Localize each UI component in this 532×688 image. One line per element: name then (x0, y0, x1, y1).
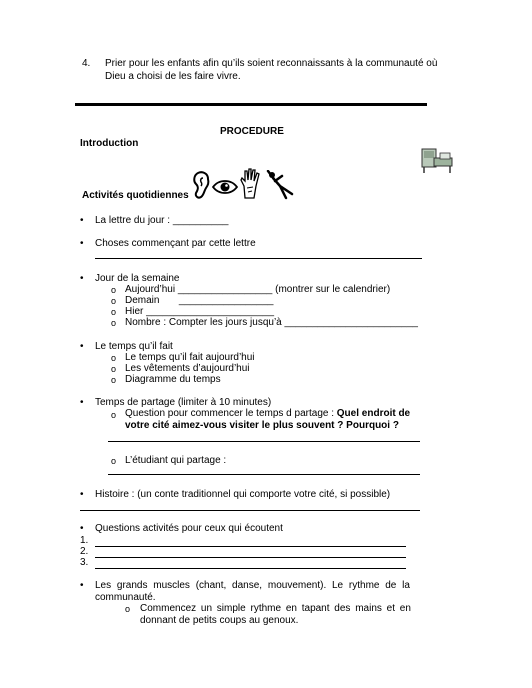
grands-muscles-line1: Les grands muscles (chant, danse, mouvement). Le rythme de la (95, 580, 410, 591)
bullet-marker: • (80, 489, 84, 500)
bullet-marker: • (80, 523, 84, 534)
sub-marker: o (111, 353, 117, 363)
section-divider (75, 103, 427, 106)
question-number-1: 1. (80, 535, 89, 546)
item4-line2: Dieu a choisi de les faire vivre. (105, 71, 241, 82)
item-number: 4. (82, 58, 91, 69)
answer-line (108, 474, 420, 475)
bullet-marker: • (80, 341, 84, 352)
temps-aujourdhui: Le temps qu’il fait aujourd’hui (125, 352, 255, 363)
introduction-heading: Introduction (80, 138, 139, 149)
aujourdhui: Aujourd’hui _________________ (montrer sur le calendrier) (125, 284, 391, 295)
rythme-line1: Commencez un simple rythme en tapant des mains et en (140, 603, 411, 614)
sub-marker: o (111, 410, 117, 420)
sub-marker: o (111, 307, 117, 317)
bullet-marker: • (80, 397, 84, 408)
answer-line (80, 510, 420, 511)
question-number-2: 2. (80, 546, 89, 557)
answer-line (108, 441, 420, 442)
choses-commencant: Choses commençant par cette lettre (95, 238, 256, 249)
hier: Hier _______________________ (125, 306, 275, 317)
sub-marker: o (111, 296, 117, 306)
reading-chair-icon (420, 146, 456, 174)
vetements: Les vêtements d’aujourd’hui (125, 363, 250, 374)
bullet-marker: • (80, 238, 84, 249)
partage-question-text: Question pour commencer le temps d partage : (125, 408, 337, 419)
activites-heading: Activités quotidiennes (82, 190, 189, 201)
eye-icon (212, 178, 238, 199)
answer-line (95, 568, 406, 569)
jour-semaine: Jour de la semaine (95, 273, 180, 284)
partage-question (125, 408, 410, 419)
sub-marker: o (111, 285, 117, 295)
demain: Demain _________________ (125, 295, 274, 306)
nombre: Nombre : Compter les jours jusqu’à ________________________ (125, 317, 418, 328)
hand-icon (239, 168, 261, 203)
sub-marker: o (125, 604, 131, 614)
temps-partage: Temps de partage (limiter à 10 minutes) (95, 397, 272, 408)
item4-line1: Prier pour les enfants afin qu’ils soient reconnaissants à la communauté où (105, 58, 438, 69)
partage-question-line2: votre cité aimez-vous visiter le plus souvent ? Pourquoi ? (125, 420, 399, 431)
procedure-heading: PROCEDURE (220, 126, 284, 137)
ear-icon (192, 170, 214, 203)
sub-marker: o (111, 375, 117, 385)
etudiant-qui-partage: L’étudiant qui partage : (125, 455, 227, 466)
answer-line (95, 546, 406, 547)
answer-line (95, 557, 406, 558)
grands-muscles-line2: communauté. (95, 592, 156, 603)
rythme-line2: donnant de petits coups au genoux. (140, 615, 299, 626)
histoire: Histoire : (un conte traditionnel qui comporte votre cité, si possible) (95, 489, 391, 500)
bullet-marker: • (80, 273, 84, 284)
sub-marker: o (111, 364, 117, 374)
questions-activites: Questions activités pour ceux qui écoutent (95, 523, 283, 534)
bullet-marker: • (80, 215, 84, 226)
bullet-marker: • (80, 580, 84, 591)
sub-marker: o (111, 456, 117, 466)
answer-line (95, 258, 422, 259)
sub-marker: o (111, 318, 117, 328)
lettre-du-jour: La lettre du jour : __________ (95, 215, 229, 226)
diagramme-temps: Diagramme du temps (125, 374, 221, 385)
temps-quil-fait: Le temps qu’il fait (95, 341, 173, 352)
question-number-3: 3. (80, 557, 89, 568)
stretching-person-icon (264, 170, 298, 203)
partage-question-bold: Quel endroit de (336, 408, 411, 419)
